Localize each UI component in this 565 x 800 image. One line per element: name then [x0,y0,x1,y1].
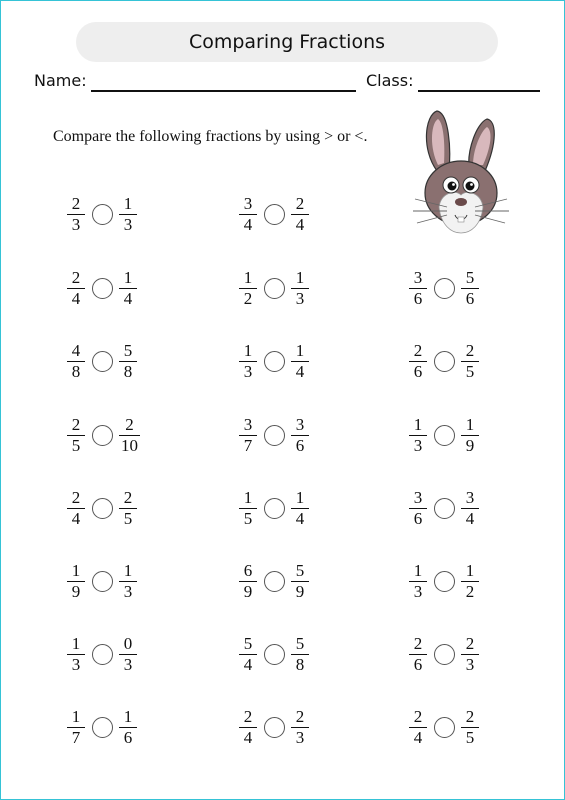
numerator: 1 [243,340,253,360]
comparison-problem [67,189,137,239]
fraction-right [291,342,309,381]
fraction-right [291,489,309,528]
numerator: 2 [295,706,305,726]
numerator: 2 [413,633,423,653]
comparison-problem [239,410,309,460]
denominator: 8 [119,361,137,381]
denominator: 4 [67,508,85,528]
answer-circle[interactable] [92,351,113,372]
comparison-problem [239,556,309,606]
fraction-left [409,416,427,455]
comparison-problem [67,263,137,313]
numerator: 2 [71,193,81,213]
comparison-problem [409,556,479,606]
numerator: 1 [123,193,133,213]
comparison-problem [239,189,309,239]
fraction-left [409,562,427,601]
denominator: 6 [409,288,427,308]
denominator: 3 [67,654,85,674]
answer-circle[interactable] [434,351,455,372]
denominator: 3 [461,654,479,674]
comparison-problem [409,702,479,752]
fraction-left [67,708,85,747]
denominator: 3 [119,214,137,234]
numerator: 3 [243,193,253,213]
fraction-left [409,342,427,381]
comparison-problem [67,629,137,679]
denominator: 9 [291,581,309,601]
numerator: 1 [295,487,305,507]
numerator: 1 [295,267,305,287]
numerator: 4 [71,340,81,360]
comparison-problem [239,336,309,386]
denominator: 10 [121,435,138,455]
numerator: 2 [71,414,81,434]
denominator: 4 [291,508,309,528]
answer-circle[interactable] [434,278,455,299]
fraction-right [119,635,137,674]
fraction-right [461,708,479,747]
numerator: 2 [413,340,423,360]
numerator: 1 [123,706,133,726]
denominator: 4 [239,214,257,234]
denominator: 6 [119,727,137,747]
numerator: 1 [71,560,81,580]
name-field[interactable] [91,90,356,92]
denominator: 6 [291,435,309,455]
numerator: 2 [413,706,423,726]
fraction-right [291,416,309,455]
denominator: 3 [119,581,137,601]
numerator: 3 [465,487,475,507]
comparison-problem [239,263,309,313]
numerator: 3 [413,487,423,507]
fraction-left [239,708,257,747]
fraction-left [67,416,85,455]
comparison-problem [239,483,309,533]
comparison-problem [67,702,137,752]
answer-circle[interactable] [264,425,285,446]
fraction-left [409,489,427,528]
fraction-left [67,489,85,528]
numerator: 2 [71,267,81,287]
fraction-left [409,269,427,308]
denominator: 6 [409,508,427,528]
answer-circle[interactable] [92,278,113,299]
numerator: 2 [125,414,134,434]
denominator: 4 [119,288,137,308]
answer-circle[interactable] [264,204,285,225]
fraction-right [291,635,309,674]
answer-circle[interactable] [264,717,285,738]
denominator: 3 [67,214,85,234]
numerator: 6 [243,560,253,580]
answer-circle[interactable] [92,498,113,519]
denominator: 4 [239,727,257,747]
numerator: 1 [413,414,423,434]
fraction-left [239,489,257,528]
denominator: 6 [409,361,427,381]
comparison-problem [409,629,479,679]
bunny-icon [411,109,509,243]
fraction-right [119,416,140,455]
comparison-problem [409,263,479,313]
answer-circle[interactable] [92,425,113,446]
denominator: 8 [67,361,85,381]
answer-circle[interactable] [434,571,455,592]
answer-circle[interactable] [434,498,455,519]
fraction-right [291,708,309,747]
fraction-right [291,562,309,601]
answer-circle[interactable] [434,425,455,446]
fraction-left [67,635,85,674]
denominator: 5 [67,435,85,455]
fraction-left [239,269,257,308]
numerator: 2 [243,706,253,726]
fraction-left [67,562,85,601]
denominator: 3 [291,288,309,308]
numerator: 1 [295,340,305,360]
denominator: 3 [291,727,309,747]
fraction-left [409,635,427,674]
class-field[interactable] [418,90,540,92]
fraction-right [461,416,479,455]
answer-circle[interactable] [264,571,285,592]
fraction-right [119,195,137,234]
numerator: 2 [123,487,133,507]
numerator: 1 [243,487,253,507]
comparison-problem [239,629,309,679]
numerator: 1 [123,267,133,287]
denominator: 7 [239,435,257,455]
numerator: 0 [123,633,133,653]
fraction-left [239,416,257,455]
instructions-text: Compare the following fractions by using > or <. [53,128,368,145]
denominator: 9 [461,435,479,455]
answer-circle[interactable] [434,644,455,665]
numerator: 1 [465,560,475,580]
comparison-problem [67,483,137,533]
denominator: 5 [461,727,479,747]
denominator: 2 [461,581,479,601]
numerator: 3 [295,414,305,434]
fraction-left [239,562,257,601]
comparison-problem [409,483,479,533]
fraction-left [239,635,257,674]
fraction-right [119,269,137,308]
numerator: 2 [71,487,81,507]
fraction-left [67,269,85,308]
comparison-problem [67,336,137,386]
comparison-problem [239,702,309,752]
fraction-right [461,342,479,381]
fraction-right [461,635,479,674]
denominator: 4 [409,727,427,747]
numerator: 5 [295,560,305,580]
numerator: 5 [465,267,475,287]
fraction-right [119,342,137,381]
numerator: 2 [465,706,475,726]
comparison-problem [409,336,479,386]
numerator: 2 [295,193,305,213]
fraction-right [119,562,137,601]
numerator: 1 [123,560,133,580]
denominator: 3 [409,435,427,455]
fraction-right [291,195,309,234]
fraction-left [239,342,257,381]
numerator: 1 [413,560,423,580]
denominator: 5 [119,508,137,528]
denominator: 3 [119,654,137,674]
denominator: 5 [239,508,257,528]
denominator: 6 [409,654,427,674]
numerator: 5 [123,340,133,360]
denominator: 4 [67,288,85,308]
numerator: 5 [243,633,253,653]
answer-circle[interactable] [264,278,285,299]
fraction-right [461,562,479,601]
answer-circle[interactable] [434,717,455,738]
denominator: 7 [67,727,85,747]
fraction-right [119,708,137,747]
numerator: 1 [243,267,253,287]
fraction-right [291,269,309,308]
comparison-problem [67,556,137,606]
denominator: 9 [67,581,85,601]
numerator: 5 [295,633,305,653]
denominator: 3 [239,361,257,381]
fraction-left [239,195,257,234]
answer-circle[interactable] [92,204,113,225]
answer-circle[interactable] [92,644,113,665]
title-bar [76,22,498,62]
fraction-left [67,195,85,234]
numerator: 2 [465,633,475,653]
fraction-right [461,269,479,308]
numerator: 1 [465,414,475,434]
answer-circle[interactable] [264,644,285,665]
fraction-right [119,489,137,528]
denominator: 9 [239,581,257,601]
answer-circle[interactable] [92,571,113,592]
fraction-left [67,342,85,381]
numerator: 2 [465,340,475,360]
comparison-problem [67,410,140,460]
fraction-left [409,708,427,747]
numerator: 1 [71,706,81,726]
denominator: 4 [461,508,479,528]
denominator: 2 [239,288,257,308]
numerator: 1 [71,633,81,653]
name-label: Name: [34,71,87,90]
denominator: 4 [291,361,309,381]
denominator: 5 [461,361,479,381]
answer-circle[interactable] [264,351,285,372]
comparison-problem [409,410,479,460]
denominator: 4 [291,214,309,234]
answer-circle[interactable] [92,717,113,738]
denominator: 4 [239,654,257,674]
numerator: 3 [413,267,423,287]
denominator: 8 [291,654,309,674]
denominator: 6 [461,288,479,308]
fraction-right [461,489,479,528]
class-label: Class: [366,71,414,90]
numerator: 3 [243,414,253,434]
answer-circle[interactable] [264,498,285,519]
denominator: 3 [409,581,427,601]
page-title: Comparing Fractions [188,31,386,53]
